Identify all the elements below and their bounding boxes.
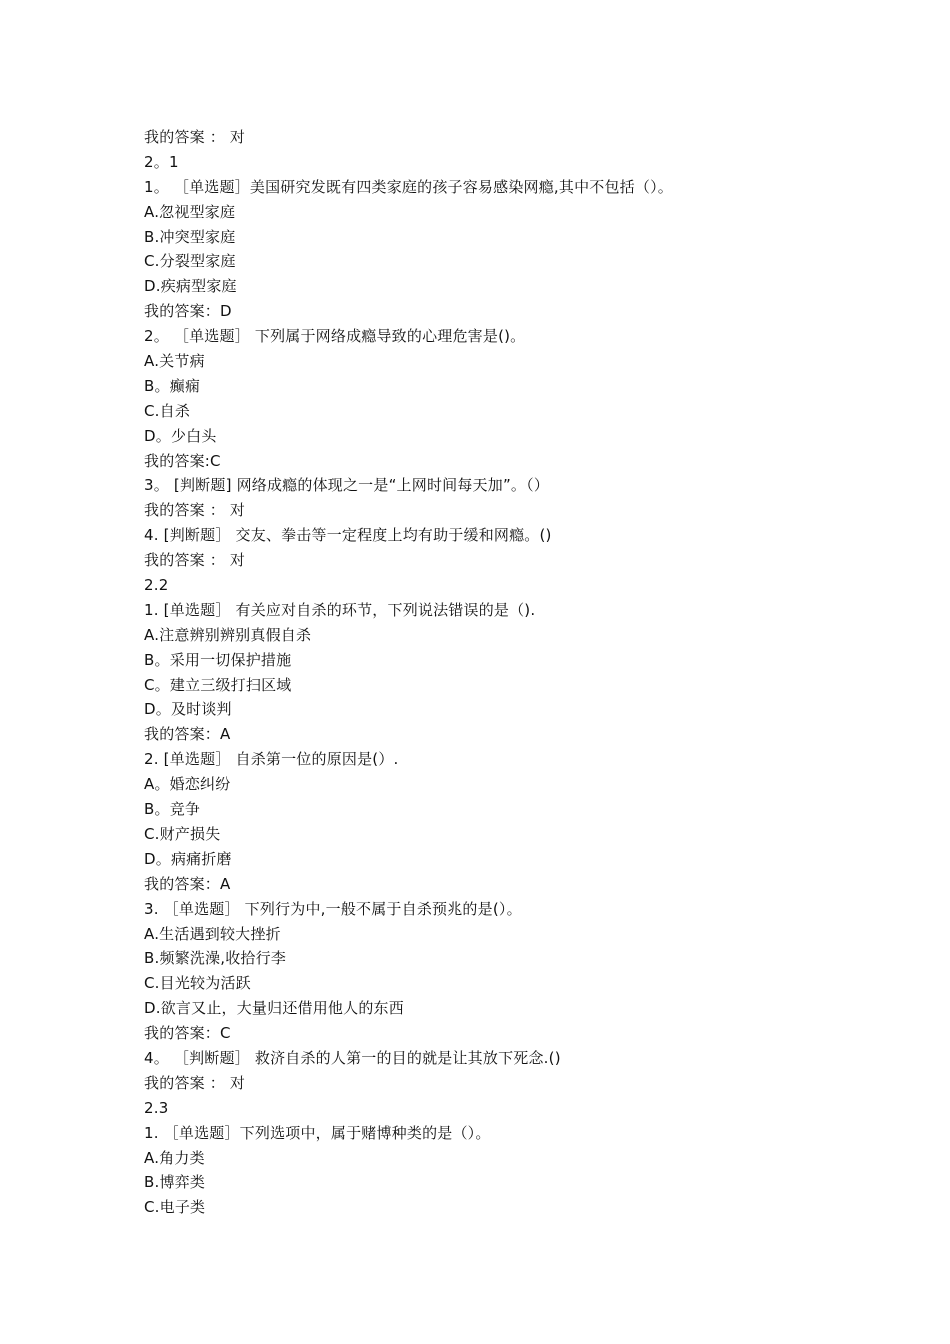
section-heading: 2.3 (144, 1098, 169, 1117)
section-heading: 2.2 (144, 576, 169, 595)
question-line: 2。 ［单选题］ 下列属于网络成瘾导致的心理危害是()。 (144, 327, 526, 346)
option-line: B.博弈类 (144, 1173, 206, 1192)
question-line: 2. [单选题］ 自杀第一位的原因是(）. (144, 750, 399, 769)
option-line: C.目光较为活跃 (144, 974, 251, 993)
option-line: D。及时谈判 (144, 700, 232, 719)
option-line: A.角力类 (144, 1148, 205, 1167)
option-line: B。癫痫 (144, 376, 201, 395)
option-line: D.欲言又止，大量归还借用他人的东西 (144, 999, 404, 1018)
option-line: A。婚恋纠纷 (144, 775, 231, 794)
answer-line: 我的答案：C (144, 1024, 231, 1043)
question-line: 3. ［单选题］ 下列行为中,一般不属于自杀预兆的是(）。 (144, 899, 522, 918)
question-line: 1. ［单选题］下列选项中，属于赌博种类的是（）。 (144, 1123, 491, 1142)
answer-line: 我的答案 ： 对 (144, 1073, 246, 1092)
answer-line: 我的答案：D (144, 302, 232, 321)
option-line: B。采用一切保护措施 (144, 650, 292, 669)
option-line: A.生活遇到较大挫折 (144, 924, 281, 943)
option-line: D。少白头 (144, 426, 217, 445)
option-line: C.自杀 (144, 401, 191, 420)
option-line: C.财产损失 (144, 824, 221, 843)
answer-line: 我的答案 ： 对 (144, 128, 246, 146)
answer-line: 我的答案：A (144, 874, 231, 893)
question-line: 4。 ［判断题］ 救济自杀的人第一的目的就是让其放下死念.() (144, 1048, 561, 1067)
question-line: 1. [单选题］ 有关应对自杀的环节，下列说法错误的是（). (144, 600, 536, 619)
question-line: 1。 ［单选题］美国研究发既有四类家庭的孩子容易感染网瘾,其中不包括（）。 (144, 177, 673, 196)
answer-line: 我的答案:C (144, 451, 221, 470)
document-content (144, 125, 844, 1220)
option-line: B.冲突型家庭 (144, 227, 236, 246)
option-line: C。建立三级打扫区域 (144, 675, 292, 694)
answer-line: 我的答案 ： 对 (144, 501, 246, 520)
option-line: C.分裂型家庭 (144, 252, 236, 271)
option-line: C.电子类 (144, 1198, 206, 1217)
question-line: 4. [判断题］ 交友、拳击等一定程度上均有助于缓和网瘾。() (144, 526, 552, 545)
option-line: A.忽视型家庭 (144, 202, 236, 221)
question-line: 3。 [判断题] 网络成瘾的体现之一是“上网时间每天加”。（） (144, 476, 550, 495)
option-line: D.疾病型家庭 (144, 277, 237, 296)
option-line: D。病痛折磨 (144, 849, 232, 868)
option-line: B。竞争 (144, 800, 201, 819)
option-line: B.频繁洗澡,收拾行李 (144, 949, 287, 968)
section-heading: 2。1 (144, 152, 179, 171)
answer-line: 我的答案：A (144, 725, 231, 744)
option-line: A.注意辨别辨别真假自杀 (144, 625, 312, 644)
answer-line: 我的答案 ： 对 (144, 551, 246, 570)
option-line: A.关节病 (144, 352, 205, 371)
